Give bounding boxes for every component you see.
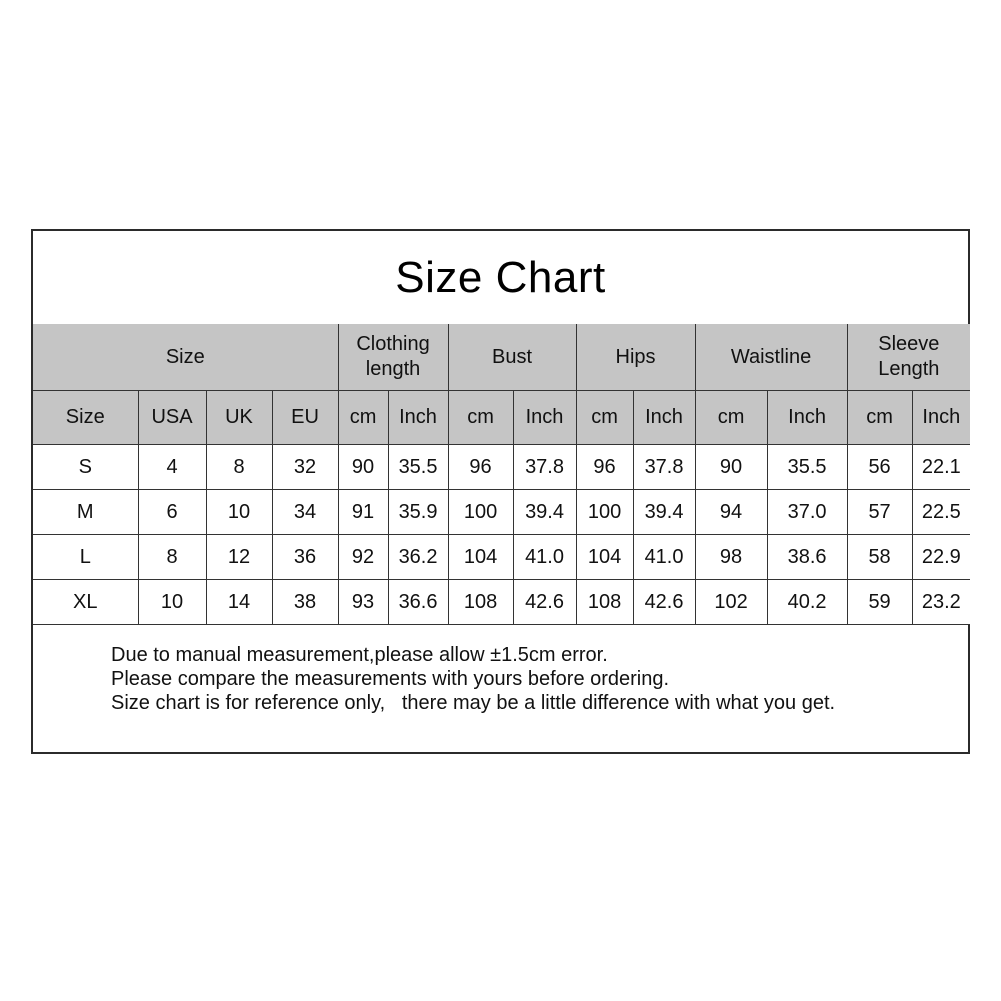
table-cell: 91: [338, 490, 388, 535]
column-header: cm: [576, 391, 633, 445]
table-cell: 38.6: [767, 535, 847, 580]
column-header: cm: [338, 391, 388, 445]
note-line: Please compare the measurements with yours before ordering.: [111, 668, 670, 690]
group-header-row: [33, 324, 970, 391]
column-header: EU: [272, 391, 338, 445]
column-header: Inch: [513, 391, 576, 445]
column-header: UK: [206, 391, 272, 445]
table-cell: 100: [576, 490, 633, 535]
table-cell: 36.6: [388, 580, 448, 625]
chart-title: Size Chart: [395, 252, 606, 302]
table-cell: 96: [448, 445, 513, 490]
table-cell: XL: [33, 580, 138, 625]
table-cell: 94: [695, 490, 767, 535]
table-cell: 22.5: [912, 490, 970, 535]
table-cell: 32: [272, 445, 338, 490]
size-table: [33, 324, 970, 625]
table-cell: 96: [576, 445, 633, 490]
table-cell: 8: [138, 535, 206, 580]
table-row: [33, 445, 970, 490]
group-header: Hips: [576, 324, 695, 391]
table-row: [33, 580, 970, 625]
table-cell: 102: [695, 580, 767, 625]
column-header: Inch: [767, 391, 847, 445]
table-cell: 108: [448, 580, 513, 625]
column-header: USA: [138, 391, 206, 445]
table-cell: 57: [847, 490, 912, 535]
table-cell: 37.8: [513, 445, 576, 490]
table-cell: 10: [206, 490, 272, 535]
table-cell: 39.4: [633, 490, 695, 535]
table-row: [33, 490, 970, 535]
table-cell: 59: [847, 580, 912, 625]
table-cell: 92: [338, 535, 388, 580]
table-cell: 98: [695, 535, 767, 580]
table-cell: 12: [206, 535, 272, 580]
group-header: Sleeve Length: [847, 324, 970, 391]
table-cell: 104: [448, 535, 513, 580]
table-cell: 38: [272, 580, 338, 625]
table-cell: 93: [338, 580, 388, 625]
column-header: Inch: [388, 391, 448, 445]
table-cell: 58: [847, 535, 912, 580]
column-header: cm: [695, 391, 767, 445]
table-cell: 36: [272, 535, 338, 580]
table-cell: 23.2: [912, 580, 970, 625]
table-row: [33, 535, 970, 580]
table-cell: S: [33, 445, 138, 490]
column-header: Size: [33, 391, 138, 445]
column-header: Inch: [912, 391, 970, 445]
group-header: Bust: [448, 324, 576, 391]
note-line: Size chart is for reference only, there may be a little difference with what you get.: [111, 692, 836, 714]
table-cell: 42.6: [633, 580, 695, 625]
table-cell: 34: [272, 490, 338, 535]
table-cell: 10: [138, 580, 206, 625]
table-cell: 35.5: [388, 445, 448, 490]
table-cell: 39.4: [513, 490, 576, 535]
group-header: Clothing length: [338, 324, 448, 391]
table-cell: 4: [138, 445, 206, 490]
table-cell: 35.5: [767, 445, 847, 490]
column-header-row: [33, 391, 970, 445]
measurement-notes: [111, 643, 835, 715]
table-cell: 41.0: [513, 535, 576, 580]
table-cell: 35.9: [388, 490, 448, 535]
table-cell: 40.2: [767, 580, 847, 625]
table-cell: M: [33, 490, 138, 535]
table-cell: 37.8: [633, 445, 695, 490]
table-cell: 14: [206, 580, 272, 625]
group-header: Size: [33, 324, 338, 391]
table-cell: 22.1: [912, 445, 970, 490]
column-header: cm: [847, 391, 912, 445]
table-cell: 100: [448, 490, 513, 535]
table-cell: 6: [138, 490, 206, 535]
table-cell: 37.0: [767, 490, 847, 535]
column-header: cm: [448, 391, 513, 445]
table-cell: L: [33, 535, 138, 580]
column-header: Inch: [633, 391, 695, 445]
table-cell: 90: [695, 445, 767, 490]
table-cell: 108: [576, 580, 633, 625]
note-line: Due to manual measurement,please allow ±1.5cm error.: [111, 644, 608, 666]
table-cell: 22.9: [912, 535, 970, 580]
table-cell: 104: [576, 535, 633, 580]
table-cell: 36.2: [388, 535, 448, 580]
size-chart-frame: [31, 229, 970, 754]
group-header: Waistline: [695, 324, 847, 391]
table-cell: 8: [206, 445, 272, 490]
table-cell: 90: [338, 445, 388, 490]
table-cell: 42.6: [513, 580, 576, 625]
table-cell: 56: [847, 445, 912, 490]
table-cell: 41.0: [633, 535, 695, 580]
